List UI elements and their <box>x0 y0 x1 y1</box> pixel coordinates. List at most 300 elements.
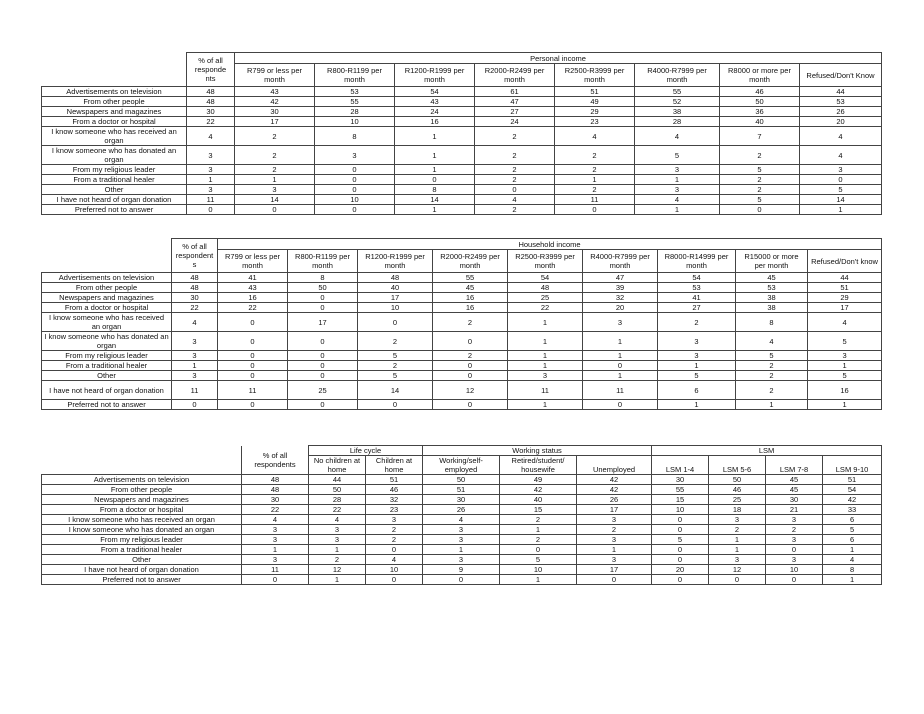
table-cell: 46 <box>709 485 766 495</box>
table-cell: 2 <box>720 175 800 185</box>
table-cell: 3 <box>635 165 720 175</box>
table-cell: 0 <box>433 332 508 351</box>
table-cell: 24 <box>475 117 555 127</box>
table-row <box>42 371 882 381</box>
row-label: I know someone who has donated an organ <box>42 146 187 165</box>
table-cell: 0 <box>423 575 500 585</box>
row-label: I have not heard of organ donation <box>42 195 187 205</box>
table-cell: 51 <box>808 283 882 293</box>
row-label: Preferred not to answer <box>42 575 242 585</box>
table-cell: 3 <box>766 555 823 565</box>
table-cell: 11 <box>187 195 235 205</box>
table-cell: 1 <box>395 146 475 165</box>
table-cell: 54 <box>823 485 882 495</box>
table-cell: 30 <box>766 495 823 505</box>
all-respondents-header: % of all respondents <box>242 446 309 475</box>
table-cell: 1 <box>635 175 720 185</box>
table-cell: 4 <box>366 555 423 565</box>
row-label: Other <box>42 185 187 195</box>
table-cell: 2 <box>475 146 555 165</box>
table-cell: 55 <box>315 97 395 107</box>
column-header: R800-R1199 per month <box>288 250 358 273</box>
table-cell: 0 <box>288 400 358 410</box>
table-cell: 0 <box>652 555 709 565</box>
table-cell: 5 <box>500 555 577 565</box>
personal-income-table <box>41 52 882 215</box>
table-cell: 5 <box>823 525 882 535</box>
table-cell: 1 <box>187 175 235 185</box>
table-row <box>42 313 882 332</box>
column-header: R4000-R7999 per month <box>583 250 658 273</box>
group-header-lsm: LSM <box>652 446 882 456</box>
table-cell: 8 <box>823 565 882 575</box>
table-cell: 0 <box>395 175 475 185</box>
row-label: Other <box>42 555 242 565</box>
table-cell: 36 <box>720 107 800 117</box>
table-cell: 0 <box>652 575 709 585</box>
table-cell: 3 <box>172 332 218 351</box>
table-cell: 29 <box>555 107 635 117</box>
table-cell: 0 <box>555 205 635 215</box>
table-row <box>42 87 882 97</box>
table-row <box>42 117 882 127</box>
table-cell: 11 <box>555 195 635 205</box>
table-row <box>42 475 882 485</box>
column-header: R8000 or more per month <box>720 64 800 87</box>
table-cell: 0 <box>709 575 766 585</box>
table-cell: 4 <box>635 195 720 205</box>
table-cell: 27 <box>658 303 736 313</box>
table-cell: 20 <box>800 117 882 127</box>
row-label: Newspapers and magazines <box>42 293 172 303</box>
corner-cell <box>42 239 172 273</box>
table-cell: 50 <box>288 283 358 293</box>
row-label: Advertisements on television <box>42 87 187 97</box>
table-cell: 1 <box>555 175 635 185</box>
table-cell: 2 <box>366 525 423 535</box>
table-cell: 22 <box>187 117 235 127</box>
column-header: LSM 1-4 <box>652 456 709 475</box>
table-cell: 53 <box>658 283 736 293</box>
table-cell: 0 <box>577 575 652 585</box>
table-cell: 1 <box>235 175 315 185</box>
table-cell: 5 <box>358 371 433 381</box>
table-row <box>42 381 882 400</box>
row-label: From a doctor or hospital <box>42 303 172 313</box>
table-cell: 40 <box>358 283 433 293</box>
table-cell: 48 <box>187 97 235 107</box>
row-label: Preferred not to answer <box>42 205 187 215</box>
table-cell: 4 <box>635 127 720 146</box>
table-cell: 3 <box>242 555 309 565</box>
table-cell: 3 <box>577 515 652 525</box>
table-cell: 38 <box>736 303 808 313</box>
table-cell: 0 <box>583 400 658 410</box>
table-cell: 3 <box>423 555 500 565</box>
personal-income-body <box>42 53 882 215</box>
table-cell: 55 <box>652 485 709 495</box>
table-cell: 53 <box>800 97 882 107</box>
lifecycle-working-lsm-body <box>42 446 882 585</box>
table-cell: 26 <box>423 505 500 515</box>
table-cell: 3 <box>658 351 736 361</box>
table-cell: 3 <box>366 515 423 525</box>
table-cell: 1 <box>395 165 475 175</box>
table-cell: 47 <box>475 97 555 107</box>
table-cell: 1 <box>709 545 766 555</box>
table-cell: 0 <box>433 400 508 410</box>
table-cell: 0 <box>172 400 218 410</box>
table-cell: 3 <box>315 146 395 165</box>
table-cell: 1 <box>808 361 882 371</box>
table-row <box>42 293 882 303</box>
table-cell: 12 <box>433 381 508 400</box>
table-cell: 1 <box>395 127 475 146</box>
column-header: R1200-R1999 per month <box>395 64 475 87</box>
table-cell: 11 <box>508 381 583 400</box>
table-row <box>42 485 882 495</box>
table-cell: 28 <box>315 107 395 117</box>
table-cell: 53 <box>315 87 395 97</box>
table-cell: 1 <box>577 545 652 555</box>
table-cell: 8 <box>315 127 395 146</box>
row-label: From other people <box>42 283 172 293</box>
table-cell: 1 <box>423 545 500 555</box>
column-header: R800-R1199 per month <box>315 64 395 87</box>
table-cell: 12 <box>309 565 366 575</box>
table-cell: 2 <box>500 535 577 545</box>
row-label: Newspapers and magazines <box>42 107 187 117</box>
table-cell: 40 <box>720 117 800 127</box>
table-cell: 52 <box>635 97 720 107</box>
table-row <box>42 97 882 107</box>
table-cell: 0 <box>720 205 800 215</box>
column-header: R8000-R14999 per month <box>658 250 736 273</box>
column-header: LSM 7-8 <box>766 456 823 475</box>
table-cell: 2 <box>555 185 635 195</box>
table-cell: 0 <box>187 205 235 215</box>
table-row <box>42 351 882 361</box>
column-header: LSM 9-10 <box>823 456 882 475</box>
table-cell: 24 <box>395 107 475 117</box>
table-cell: 1 <box>658 400 736 410</box>
table-cell: 3 <box>187 146 235 165</box>
group-header: Personal income <box>235 53 882 64</box>
table-cell: 2 <box>720 146 800 165</box>
column-header: Retired/student/ housewife <box>500 456 577 475</box>
table-cell: 0 <box>800 175 882 185</box>
table-cell: 3 <box>577 555 652 565</box>
table-cell: 2 <box>475 205 555 215</box>
row-label: Newspapers and magazines <box>42 495 242 505</box>
table-cell: 5 <box>658 371 736 381</box>
table-cell: 5 <box>808 332 882 351</box>
table-cell: 55 <box>433 273 508 283</box>
table-cell: 1 <box>736 400 808 410</box>
table-cell: 10 <box>315 195 395 205</box>
table-cell: 4 <box>736 332 808 351</box>
row-label: From a doctor or hospital <box>42 117 187 127</box>
table-cell: 2 <box>475 165 555 175</box>
table-cell: 44 <box>309 475 366 485</box>
household-income-body <box>42 239 882 410</box>
table-cell: 0 <box>315 185 395 195</box>
table-cell: 30 <box>172 293 218 303</box>
table-cell: 0 <box>315 175 395 185</box>
table-cell: 3 <box>309 525 366 535</box>
table-cell: 1 <box>808 400 882 410</box>
table-cell: 0 <box>288 293 358 303</box>
table-cell: 3 <box>187 185 235 195</box>
table-cell: 17 <box>288 313 358 332</box>
row-label: I know someone who has received an organ <box>42 515 242 525</box>
row-label: From other people <box>42 485 242 495</box>
table-cell: 0 <box>358 313 433 332</box>
table-cell: 2 <box>577 525 652 535</box>
all-respondents-header: % of all respondent s <box>172 239 218 273</box>
table-cell: 0 <box>242 575 309 585</box>
table-cell: 45 <box>766 485 823 495</box>
table-cell: 3 <box>577 535 652 545</box>
table-cell: 42 <box>823 495 882 505</box>
table-row <box>42 205 882 215</box>
table-cell: 20 <box>652 565 709 575</box>
table-cell: 0 <box>288 351 358 361</box>
table-cell: 5 <box>652 535 709 545</box>
table-cell: 53 <box>736 283 808 293</box>
table-cell: 10 <box>500 565 577 575</box>
table-cell: 3 <box>508 371 583 381</box>
table-cell: 2 <box>433 351 508 361</box>
row-label: From my religious leader <box>42 351 172 361</box>
table-cell: 2 <box>766 525 823 535</box>
table-cell: 1 <box>508 313 583 332</box>
table-cell: 43 <box>218 283 288 293</box>
table-cell: 0 <box>235 205 315 215</box>
table-cell: 42 <box>235 97 315 107</box>
table-cell: 0 <box>366 545 423 555</box>
table-cell: 0 <box>218 371 288 381</box>
table-cell: 42 <box>577 475 652 485</box>
table-cell: 51 <box>366 475 423 485</box>
table-cell: 45 <box>433 283 508 293</box>
table-cell: 4 <box>172 313 218 332</box>
row-label: Advertisements on television <box>42 475 242 485</box>
table-cell: 55 <box>635 87 720 97</box>
table-row <box>42 515 882 525</box>
table-cell: 2 <box>235 165 315 175</box>
table-cell: 16 <box>395 117 475 127</box>
table-cell: 16 <box>433 303 508 313</box>
row-label: I have not heard of organ donation <box>42 381 172 400</box>
table-cell: 30 <box>187 107 235 117</box>
table-cell: 50 <box>720 97 800 107</box>
table-cell: 1 <box>823 545 882 555</box>
table-cell: 23 <box>555 117 635 127</box>
table-cell: 17 <box>358 293 433 303</box>
table-cell: 45 <box>736 273 808 283</box>
table-cell: 50 <box>423 475 500 485</box>
table-cell: 2 <box>475 175 555 185</box>
table-cell: 40 <box>500 495 577 505</box>
table-cell: 16 <box>808 381 882 400</box>
table-cell: 48 <box>242 485 309 495</box>
table-cell: 46 <box>720 87 800 97</box>
table-cell: 25 <box>508 293 583 303</box>
table-cell: 2 <box>709 525 766 535</box>
table-cell: 49 <box>500 475 577 485</box>
table-row <box>42 525 882 535</box>
table-cell: 1 <box>709 535 766 545</box>
table-cell: 4 <box>800 146 882 165</box>
table-cell: 33 <box>823 505 882 515</box>
table-cell: 50 <box>709 475 766 485</box>
table-cell: 2 <box>736 371 808 381</box>
table-cell: 2 <box>309 555 366 565</box>
table-cell: 8 <box>395 185 475 195</box>
column-header: Refused/Don't Know <box>800 64 882 87</box>
table-cell: 44 <box>808 273 882 283</box>
table-cell: 12 <box>709 565 766 575</box>
table-cell: 48 <box>172 273 218 283</box>
table-row <box>42 146 882 165</box>
table-cell: 25 <box>709 495 766 505</box>
table-cell: 5 <box>736 351 808 361</box>
table-cell: 54 <box>395 87 475 97</box>
row-label: I have not heard of organ donation <box>42 565 242 575</box>
table-cell: 3 <box>709 515 766 525</box>
table-cell: 3 <box>766 535 823 545</box>
table-cell: 16 <box>218 293 288 303</box>
table-cell: 11 <box>218 381 288 400</box>
table-cell: 0 <box>218 313 288 332</box>
table-cell: 5 <box>800 185 882 195</box>
table-cell: 2 <box>736 381 808 400</box>
all-respondents-header: % of all responde nts <box>187 53 235 87</box>
table-cell: 1 <box>309 545 366 555</box>
table-cell: 3 <box>172 351 218 361</box>
table-cell: 0 <box>583 361 658 371</box>
table-cell: 30 <box>235 107 315 117</box>
table-cell: 2 <box>366 535 423 545</box>
column-header: R799 or less per month <box>218 250 288 273</box>
table-cell: 61 <box>475 87 555 97</box>
table-cell: 1 <box>583 351 658 361</box>
table-cell: 23 <box>366 505 423 515</box>
table-cell: 50 <box>309 485 366 495</box>
table-cell: 2 <box>720 185 800 195</box>
row-label: From a traditional healer <box>42 175 187 185</box>
table-cell: 45 <box>766 475 823 485</box>
table-row <box>42 175 882 185</box>
table-cell: 0 <box>288 332 358 351</box>
group-header-life-cycle: Life cycle <box>309 446 423 456</box>
table-cell: 3 <box>709 555 766 565</box>
row-label: From a doctor or hospital <box>42 505 242 515</box>
table-cell: 2 <box>235 146 315 165</box>
table-row <box>42 185 882 195</box>
table-cell: 4 <box>187 127 235 146</box>
row-label: I know someone who has received an organ <box>42 313 172 332</box>
table-cell: 43 <box>395 97 475 107</box>
table-cell: 38 <box>736 293 808 303</box>
table-cell: 14 <box>800 195 882 205</box>
row-label: From my religious leader <box>42 165 187 175</box>
table-cell: 6 <box>658 381 736 400</box>
table-cell: 1 <box>800 205 882 215</box>
table-cell: 3 <box>309 535 366 545</box>
table-cell: 42 <box>500 485 577 495</box>
table-cell: 0 <box>358 400 433 410</box>
column-header: R4000-R7999 per month <box>635 64 720 87</box>
table-cell: 2 <box>475 127 555 146</box>
table-cell: 0 <box>433 371 508 381</box>
table-cell: 11 <box>583 381 658 400</box>
column-header: R1200-R1999 per month <box>358 250 433 273</box>
table-cell: 3 <box>658 332 736 351</box>
table-row <box>42 575 882 585</box>
column-header: LSM 5-6 <box>709 456 766 475</box>
table-cell: 2 <box>555 146 635 165</box>
table-cell: 0 <box>315 205 395 215</box>
table-cell: 4 <box>423 515 500 525</box>
table-cell: 0 <box>315 165 395 175</box>
column-header: R15000 or more per month <box>736 250 808 273</box>
table-cell: 4 <box>555 127 635 146</box>
table-cell: 41 <box>658 293 736 303</box>
column-header: Refused/Don't know <box>808 250 882 273</box>
table-cell: 51 <box>423 485 500 495</box>
table-cell: 54 <box>658 273 736 283</box>
table-cell: 1 <box>508 361 583 371</box>
column-header: R2500-R3999 per month <box>555 64 635 87</box>
table-cell: 5 <box>720 195 800 205</box>
table-cell: 4 <box>242 515 309 525</box>
table-cell: 26 <box>800 107 882 117</box>
table-cell: 54 <box>508 273 583 283</box>
table-cell: 8 <box>288 273 358 283</box>
table-cell: 0 <box>652 545 709 555</box>
table-cell: 0 <box>218 400 288 410</box>
table-cell: 28 <box>635 117 720 127</box>
column-header: No children at home <box>309 456 366 475</box>
table-cell: 3 <box>808 351 882 361</box>
table-cell: 1 <box>172 361 218 371</box>
table-row <box>42 565 882 575</box>
table-cell: 2 <box>235 127 315 146</box>
column-header: Working/self-employed <box>423 456 500 475</box>
table-cell: 15 <box>652 495 709 505</box>
table-cell: 2 <box>433 313 508 332</box>
table-cell: 22 <box>309 505 366 515</box>
table-row <box>42 303 882 313</box>
table-cell: 3 <box>242 535 309 545</box>
household-income-table <box>41 238 882 410</box>
table-cell: 49 <box>555 97 635 107</box>
corner-cell <box>42 53 187 87</box>
column-header: R799 or less per month <box>235 64 315 87</box>
table-cell: 17 <box>235 117 315 127</box>
table-cell: 17 <box>577 565 652 575</box>
table-cell: 28 <box>309 495 366 505</box>
table-cell: 22 <box>508 303 583 313</box>
row-label: From my religious leader <box>42 535 242 545</box>
table-cell: 3 <box>583 313 658 332</box>
row-label: I know someone who has donated an organ <box>42 525 242 535</box>
table-cell: 47 <box>583 273 658 283</box>
table-cell: 48 <box>508 283 583 293</box>
table-cell: 3 <box>635 185 720 195</box>
